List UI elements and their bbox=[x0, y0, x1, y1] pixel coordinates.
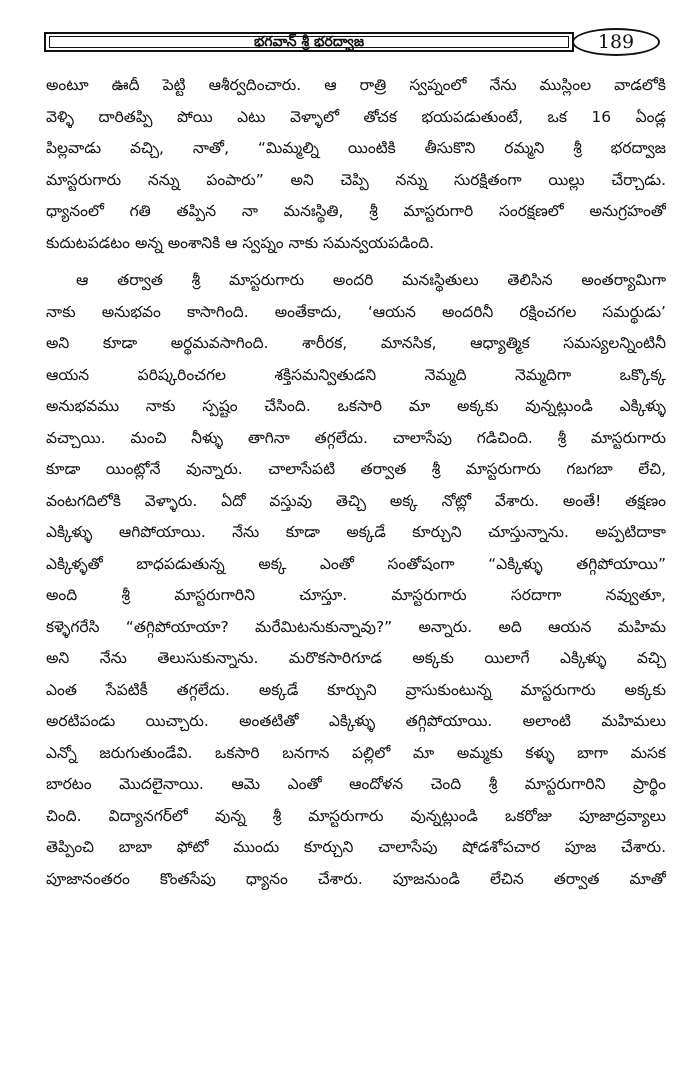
text-line: తెప్పించి బాబా ఫోటో ముందు కూర్చుని చాలాసేపు షోడశోపచార పూజ చేశారు. bbox=[46, 838, 666, 856]
text-line: ఎన్నో జరుగుతుండేవి. ఒకసారి బనగాన పల్లిలో మా అమ్మకు కళ్ళు బాగా మసక bbox=[46, 743, 666, 762]
text-line: పిల్లవాడు వచ్చి, నాతో, “మిమ్మల్ని యింటికి తీసుకొని రమ్మని శ్రీ భరద్వాజ bbox=[46, 139, 666, 157]
text-line: అంది శ్రీ మాస్టరుగారిని చూస్తూ. మాస్టరుగారు సరదాగా నవ్వుతూ, bbox=[46, 586, 666, 604]
text-line: అని నేను తెలుసుకున్నాను. మరొకసారిగూడ అక్కకు యిలాగే ఎక్కిళ్ళు వచ్చి bbox=[46, 649, 666, 667]
text-line: ధ్యానంలో గతి తప్పిన నా మనఃస్థితి, శ్రీ మాస్టరుగారి సంరక్షణలో అనుగ్రహంతో bbox=[46, 202, 666, 220]
running-head-title: భగవాన్ శ్రీ భరద్వాజ bbox=[253, 34, 365, 50]
text-line: బారటం మొదలైనాయి. ఆమె ఎంతో ఆందోళన చెంది శ్రీ మాస్టరుగారిని ప్రార్థిం bbox=[46, 775, 666, 793]
text-line: ఆ తర్వాత శ్రీ మాస్టరుగారు అందరి మనఃస్థితులు తెలిసిన అంతర్యామిగా bbox=[76, 271, 666, 289]
text-line: అంటూ ఊదీ పెట్టి ఆశీర్వదించారు. ఆ రాత్రి స్వప్నంలో నేను ముస్లింల వాడలోకి bbox=[46, 76, 666, 94]
page-number: 189 bbox=[572, 28, 660, 56]
text-line: కుదుటపడటం అన్న అంశానికి ఆ స్వప్నం నాకు సమన్వయపడింది. bbox=[46, 233, 435, 252]
text-line: ఆయన పరిష్కరించగల శక్తిసమన్వితుడని నెమ్మది నెమ్మదిగా ఒక్కొక్క bbox=[46, 365, 666, 384]
text-line: ఎంత సేపటికీ తగ్గలేదు. అక్కడే కూర్చుని వ్రాసుకుంటున్న మాస్టరుగారు అక్కకు bbox=[46, 680, 666, 699]
text-line: వచ్చాయి. మంచి నీళ్ళు తాగినా తగ్గలేదు. చాలాసేపు గడిచింది. శ్రీ మాస్టరుగారు bbox=[46, 428, 666, 447]
text-line: మాస్టరుగారు నన్ను పంపారు” అని చెప్పి నన్ను సురక్షితంగా యిల్లు చేర్చాడు. bbox=[46, 170, 666, 189]
text-line: అరటిపండు యిచ్చారు. అంతటితో ఎక్కిళ్ళు తగ్గిపోయాయి. అలాంటి మహిమలు bbox=[46, 712, 666, 730]
text-line: అని కూడా అర్థమవసాగింది. శారీరక, మానసిక, ఆధ్యాత్మిక సమస్యలన్నింటినీ bbox=[46, 334, 666, 352]
body-text bbox=[46, 70, 666, 895]
text-line: వంటగదిలోకి వెళ్ళారు. ఏదో వస్తువు తెచ్చి అక్క నోట్లో వేశారు. అంతే! తక్షణం bbox=[46, 491, 666, 510]
paragraph bbox=[46, 70, 666, 259]
text-line: నాకు అనుభవం కాసాగింది. అంతేకాదు, ‘ఆయన అందరినీ రక్షించగల సమర్థుడు’ bbox=[46, 302, 666, 321]
text-line: కళ్ళెగరేసి “తగ్గిపోయాయా? మరేమిటనుకున్నావు?” అన్నారు. అది ఆయన మహిమ bbox=[46, 617, 666, 636]
text-line: చింది. విద్యానగర్‌లో వున్న శ్రీ మాస్టరుగారు వున్నట్లుండి ఒకరోజు పూజాద్రవ్యాలు bbox=[46, 806, 666, 825]
text-line: కూడా యింట్లోనే వున్నారు. చాలాసేపటి తర్వాత శ్రీ మాస్టరుగారు గబగబా లేచి, bbox=[46, 460, 666, 478]
text-line: అనుభవము నాకు స్పష్టం చేసింది. ఒకసారి మా అక్కకు వున్నట్లుండి ఎక్కిళ్ళు bbox=[46, 397, 666, 415]
text-line: ఎక్కిళ్ళతో బాధపడుతున్న అక్క ఎంతో సంతోషంగా “ఎక్కిళ్ళు తగ్గిపోయాయి” bbox=[46, 554, 666, 573]
text-line: ఎక్కిళ్ళు ఆగిపోయాయి. నేను కూడా అక్కడే కూర్చుని చూస్తున్నాను. అప్పటిదాకా bbox=[46, 523, 666, 541]
text-line: పూజానంతరం కొంతసేపు ధ్యానం చేశారు. పూజనుండి లేచిన తర్వాత మాతో bbox=[46, 869, 666, 888]
paragraph bbox=[46, 265, 666, 895]
text-line: వెళ్ళి దారితప్పి పోయి ఎటు వెళ్ళాలో తోచక భయపడుతుంటే, ఒక 16 ఏండ్ల bbox=[46, 107, 666, 126]
page-header bbox=[44, 28, 664, 56]
